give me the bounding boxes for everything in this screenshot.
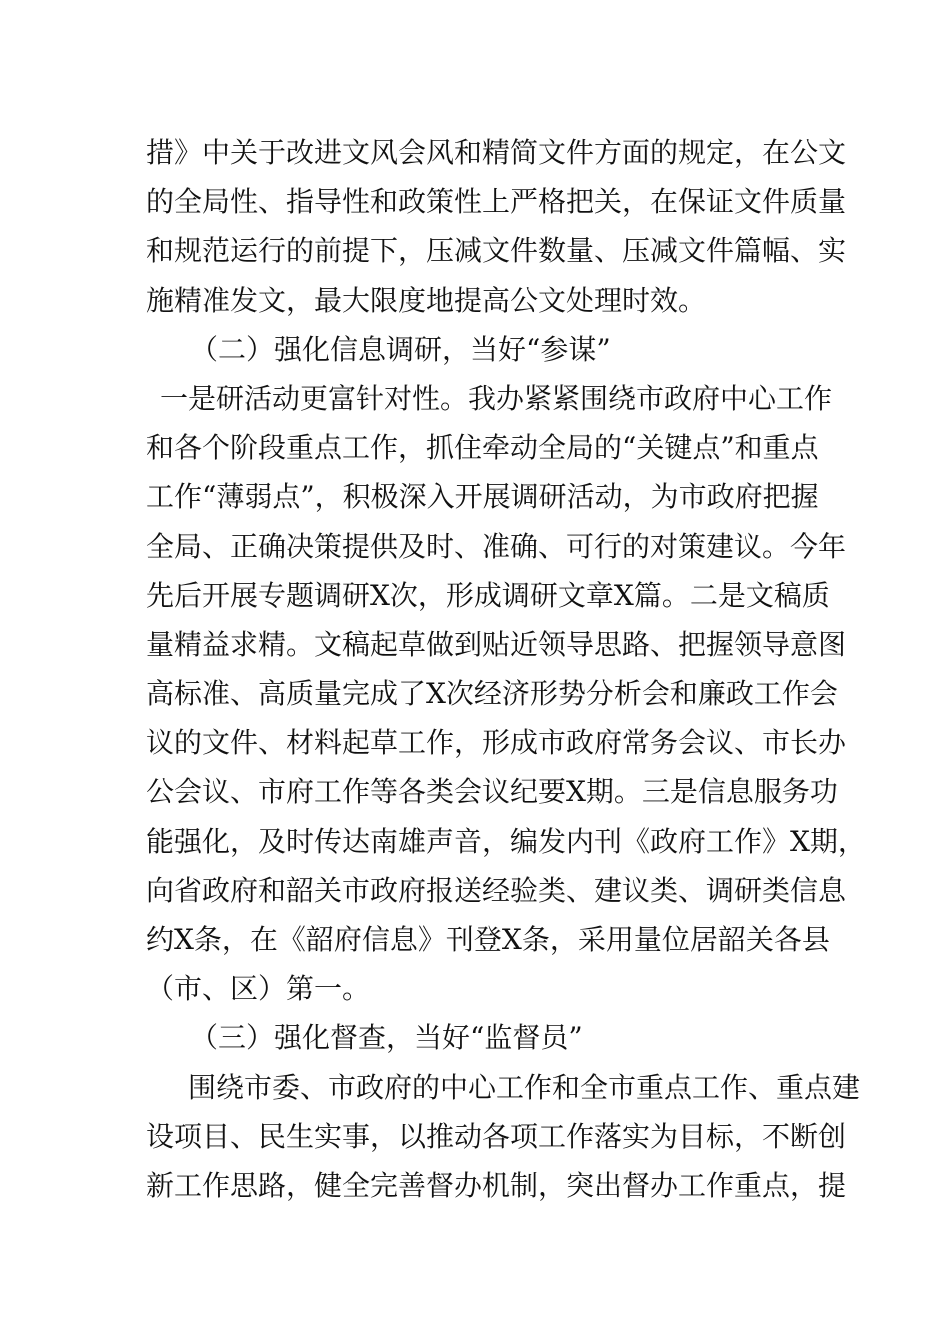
text-line: 量精益求精。文稿起草做到贴近领导思路、把握领导意图 <box>146 627 847 661</box>
text-line: 能强化，及时传达南雄声音，编发内刊《政府工作》X期， <box>146 824 866 858</box>
text-line: 先后开展专题调研X次，形成调研文章X篇。二是文稿质 <box>146 578 830 612</box>
text-line: 议的文件、材料起草工作，形成市政府常务会议、市长办 <box>146 726 847 760</box>
text-line: 设项目、民生实事，以推动各项工作落实为目标，不断创 <box>146 1119 847 1153</box>
text-line: 的全局性、指导性和政策性上严格把关，在保证文件质量 <box>146 185 847 219</box>
text-line: 围绕市委、市政府的中心工作和全市重点工作、重点建 <box>188 1070 861 1104</box>
text-line: 向省政府和韶关市政府报送经验类、建议类、调研类信息 <box>146 873 847 907</box>
text-line: 和各个阶段重点工作，抓住牵动全局的“关键点”和重点 <box>146 431 819 465</box>
text-line: （市、区）第一。 <box>146 972 371 1006</box>
section-heading: （二）强化信息调研，当好“参谋” <box>190 332 611 366</box>
text-line: 新工作思路，健全完善督办机制，突出督办工作重点，提 <box>146 1168 847 1202</box>
text-line: 措》中关于改进文风会风和精简文件方面的规定，在公文 <box>146 136 847 169</box>
text-line: 公会议、市府工作等各类会议纪要X期。三是信息服务功 <box>146 775 838 809</box>
body-text <box>146 128 866 1210</box>
text-line: 一是研活动更富针对性。我办紧紧围绕市政府中心工作 <box>160 381 833 415</box>
text-line: 约X条，在《韶府信息》刊登X条，采用量位居韶关各县 <box>146 923 830 956</box>
text-line: 高标准、高质量完成了X次经济形势分析会和廉政工作会 <box>146 677 838 711</box>
text-line: 施精准发文，最大限度地提高公文处理时效。 <box>146 283 707 317</box>
text-line: 全局、正确决策提供及时、准确、可行的对策建议。今年 <box>146 529 847 563</box>
text-line: 和规范运行的前提下，压减文件数量、压减文件篇幅、实 <box>146 234 847 268</box>
text-line: 工作“薄弱点”，积极深入开展调研活动，为市政府把握 <box>146 480 819 514</box>
section-heading: （三）强化督查，当好“监督员” <box>190 1021 583 1055</box>
